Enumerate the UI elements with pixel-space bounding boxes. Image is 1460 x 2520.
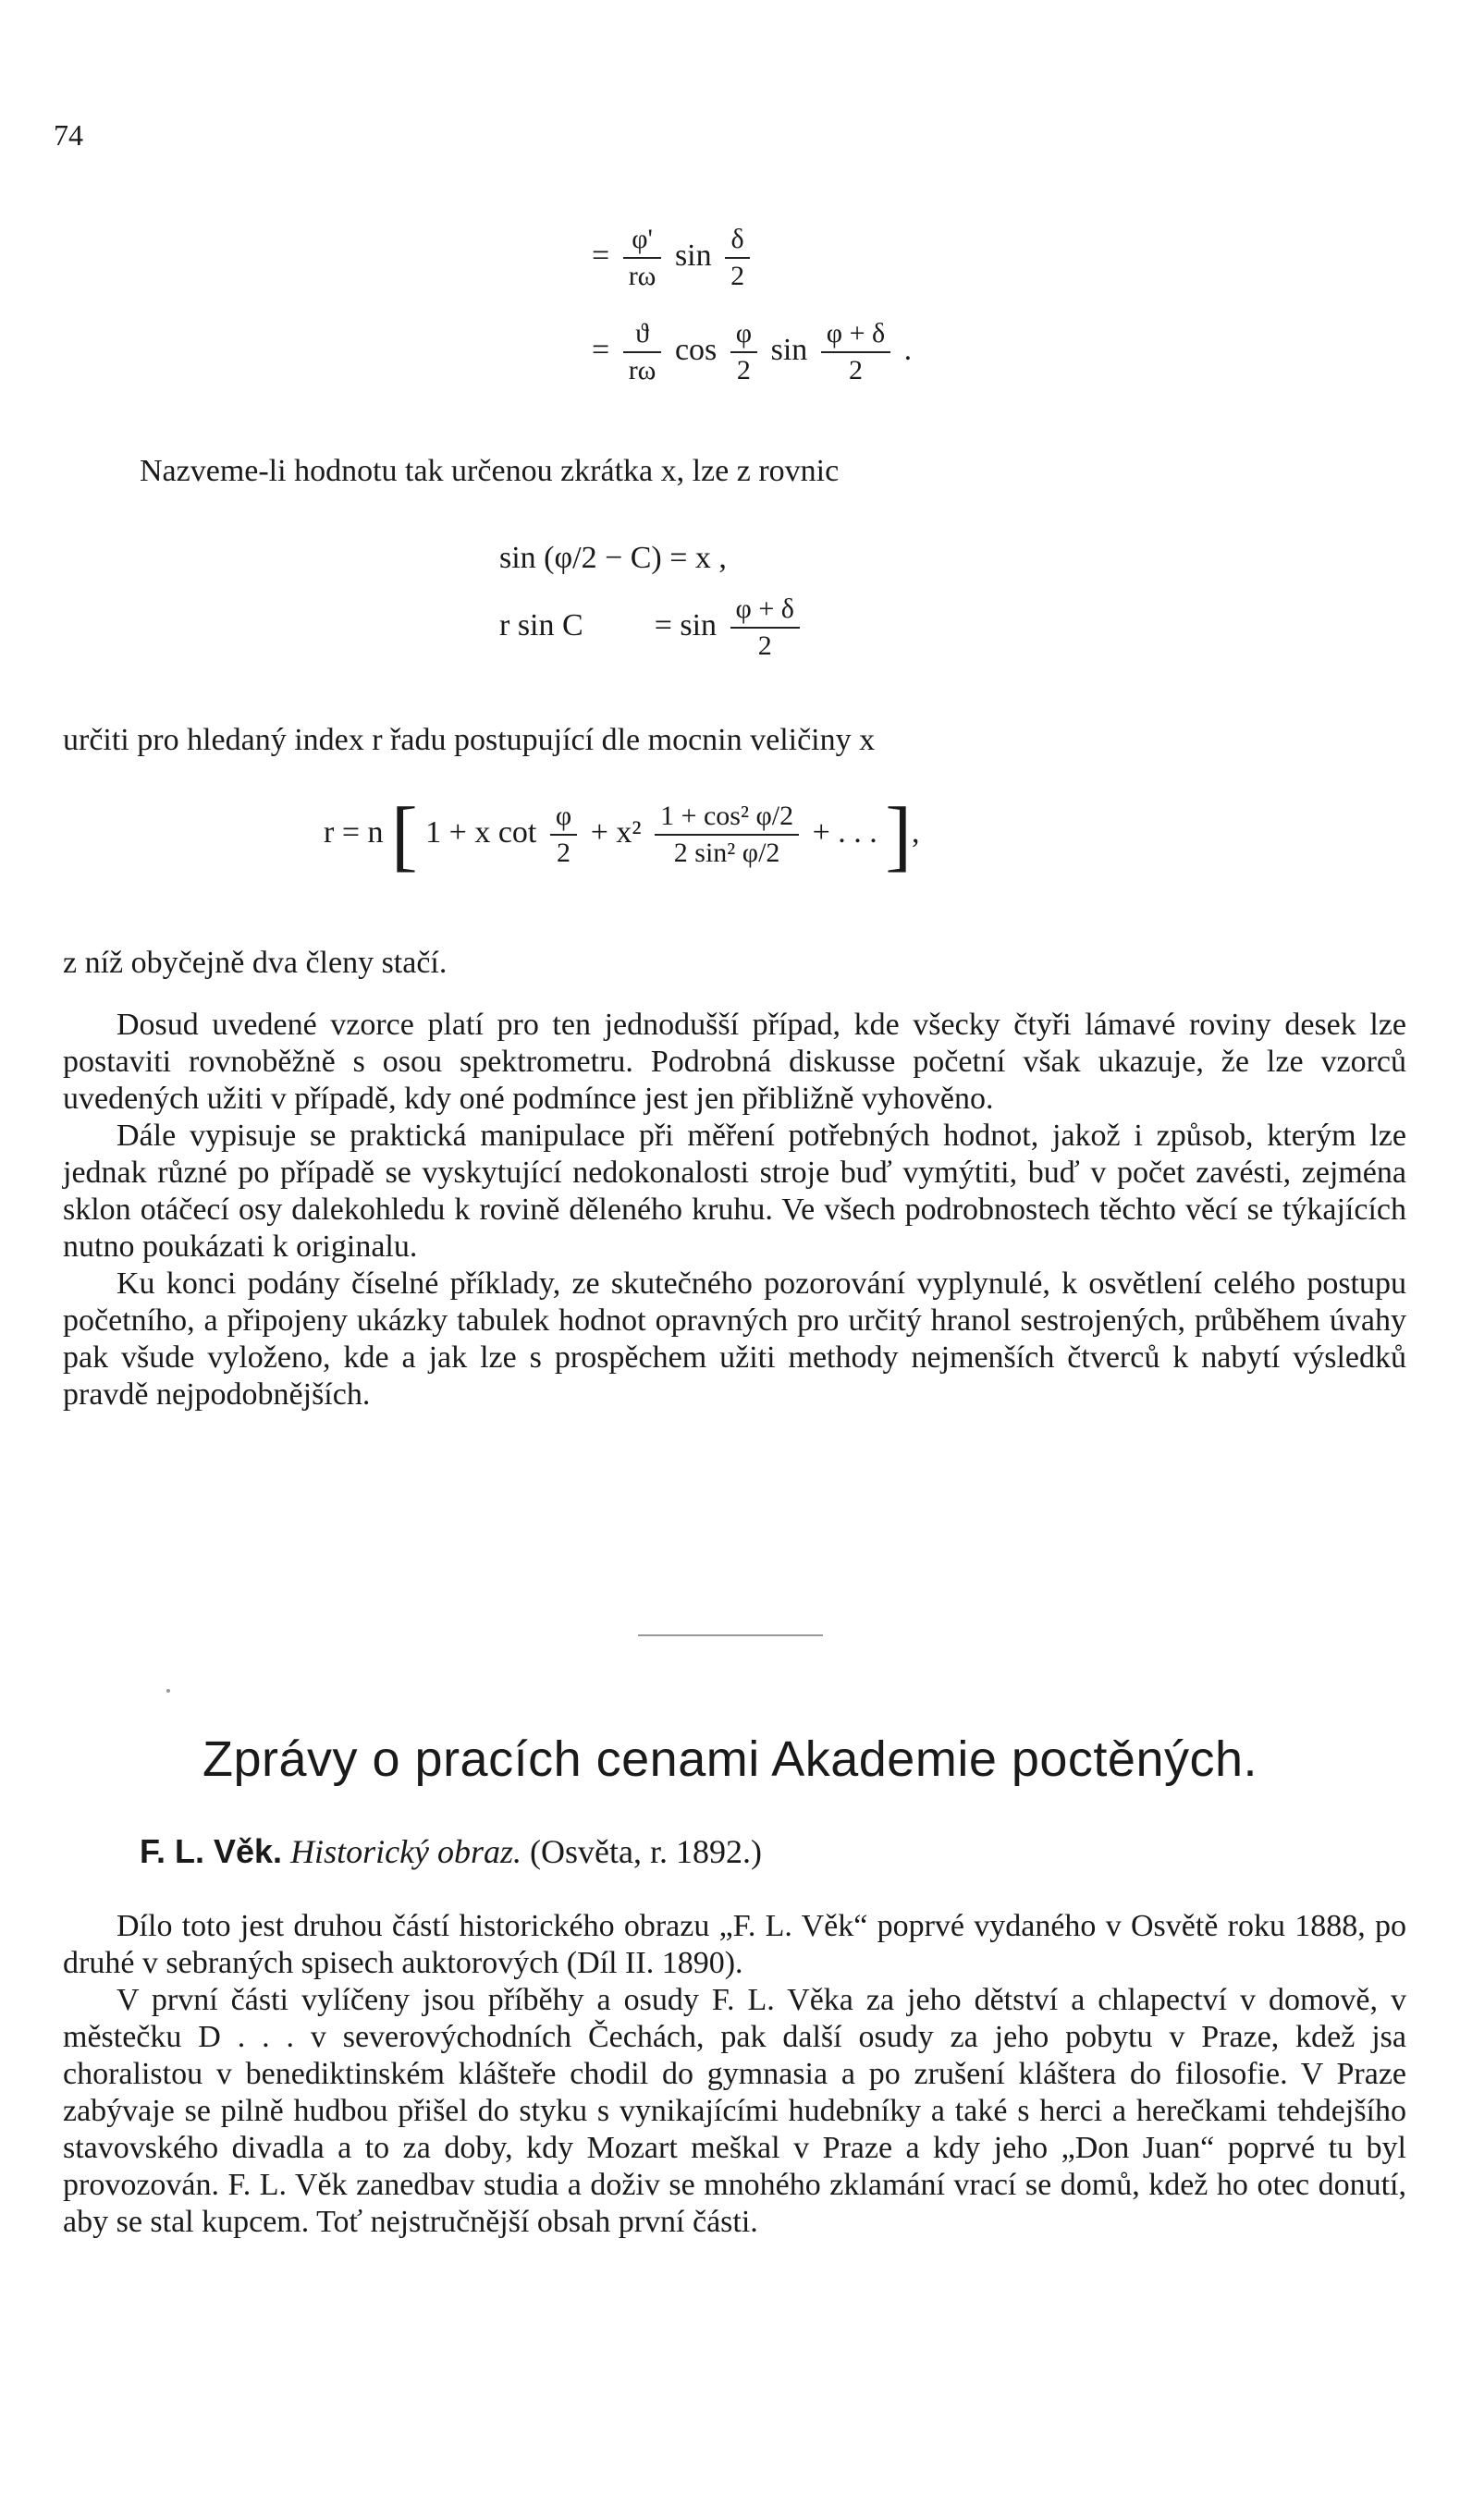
intro-line: Nazveme-li hodnotu tak určenou zkrátka x, lze z rovnic [140, 454, 840, 488]
review-author: F. L. Věk. [140, 1832, 283, 1870]
niz-line: z níž obyčejně dva členy stačí. [63, 946, 448, 980]
equation-system-2: r sin C = sin $\frac{\varphi + \delta}{2}$ [499, 592, 805, 664]
body-paragraphs [63, 1007, 1406, 1413]
paragraph-3: Ku konci podány číselné příklady, ze skutečného pozorování vyplynulé, k osvětlení celého postupu početního, a připojeny ukázky tabulek hodnot opravných pro určitý hranol sestrojených, průběhem úvahy pak všude vyloženo, kde a jak lze s prospěchem užiti methody nejmenších čtverců k nabytí výsledků pravdě nejpodobnějších. [63, 1266, 1406, 1412]
series-equation: r = n [ 1 + x cot $\frac{\varphi}{2}$ + x² $\frac{\text{1 + cos² φ/2}}{\text{2 sin² φ/2}}$ + . . . ], [324, 790, 920, 879]
review-title [140, 1832, 762, 1871]
page-number: 74 [54, 118, 83, 152]
equation-1: = $\frac{\varphi'}{r\omega}$ sin $\frac{\delta}{2}$ [592, 222, 755, 294]
paragraph-1: Dosud uvedené vzorce platí pro ten jednodušší případ, kde všecky čtyři lámavé roviny desek lze postaviti rovnoběžně s osou spektrometru. Podrobná diskusse početní však ukazuje, že lze vzorců uvedených užiti v případě, kdy oné podmínce jest jen přibližně vyhověno. [63, 1008, 1406, 1116]
equation-system-1: sin (φ/2 − C) = x , [499, 541, 727, 575]
review-source: (Osvěta, r. 1892.) [530, 1833, 762, 1870]
paragraph-4: Dílo toto jest druhou částí historického obrazu „F. L. Věk“ poprvé vydaného v Osvětě roku 1888, po druhé v sebraných spisech auktorových (Díl II. 1890). [63, 1909, 1406, 1980]
equation-2: = $\frac{ϑ}{r\omega}$ cos $\frac{\varphi}{2}$ sin $\frac{\varphi + \delta}{2}$ . [592, 316, 912, 388]
paragraph-5: V první části vylíčeny jsou příběhy a osudy F. L. Věka za jeho dětství a chlapectví v domově, v městečku D . . . v severovýchodních Čechách, pak další osudy za jeho pobytu v Praze, kdež jsa choralistou v benediktinském klášteře chodil do gymnasia a po zrušení kláštera do filosofie. V Praze zabývaje se pilně hudbou přišel do styku s vynikajícími hudebníky a také s herci a herečkami tehdejšího stavovského divadla a to za doby, kdy Mozart meškal v Praze a kdy jeho „Don Juan“ poprvé tu byl provozován. F. L. Věk zanedbav studia a doživ se mnohého zklamání vrací se domů, kdež ho otec donutí, aby se stal kupcem. Toť nejstručnější obsah první části. [63, 1983, 1406, 2239]
review-paragraphs [63, 1908, 1406, 2241]
speck [166, 1689, 170, 1693]
review-work: Historický obraz. [290, 1833, 522, 1870]
paragraph-2: Dále vypisuje se praktická manipulace při měření potřebných hodnot, jakož i způsob, kterým lze jednak různé po případě se vyskytující nedokonalosti stroje buď vymýtiti, buď v počet zavésti, zejména sklon otáčecí osy dalekohledu k rovině děleného kruhu. Ve všech podrobnostech těchto věcí se týkajících nutno poukázati k originalu. [63, 1119, 1406, 1264]
section-divider [638, 1634, 823, 1636]
urciti-line: určiti pro hledaný index r řadu postupující dle mocnin veličiny x [63, 723, 876, 757]
section-heading: Zprávy o pracích cenami Akademie poctěných. [202, 1731, 1258, 1787]
